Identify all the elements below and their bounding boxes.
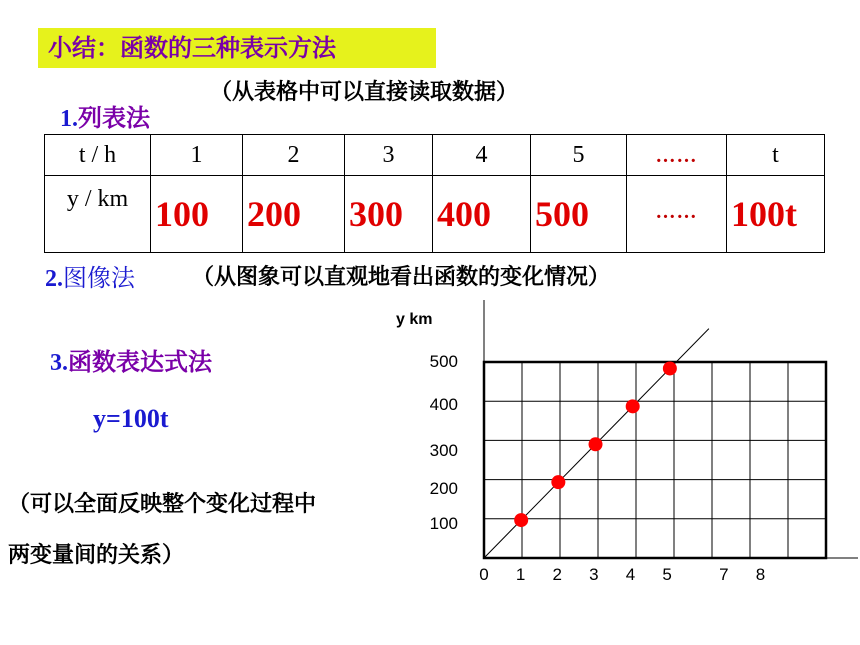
grid-frame	[484, 362, 826, 558]
y-tick-label: 300	[429, 441, 458, 460]
x-tick-labels	[479, 565, 765, 584]
method1-name: 列表法	[78, 103, 150, 132]
formula: y=100t	[93, 404, 169, 433]
x-tick-label: 4	[625, 565, 636, 584]
table-cell-label: t / h	[45, 135, 151, 176]
table-cell: 100	[151, 176, 243, 253]
x-tick-label: 2	[552, 565, 562, 584]
table-cell: t	[727, 135, 825, 176]
method3-name: 函数表达式法	[68, 347, 212, 376]
formula-note-line2: 两变量间的关系）	[8, 542, 185, 568]
x-tick-label: 7	[719, 565, 729, 584]
table-cell: 1	[151, 135, 243, 176]
y-axis-label: y km	[396, 311, 433, 328]
graph-method-note: （从图象可以直观地看出函数的变化情况）	[192, 264, 611, 290]
y-tick-label: 100	[429, 514, 458, 533]
graph-grid	[484, 362, 826, 558]
method2-name: 图像法	[63, 264, 135, 292]
y-tick-labels	[430, 352, 458, 533]
table-cell: 300	[345, 176, 433, 253]
table-cell: 5	[531, 135, 627, 176]
method3-number: 3.	[50, 350, 68, 376]
x-tick-label: 8	[755, 565, 766, 584]
y-tick-label: 200	[429, 479, 458, 498]
data-point	[626, 399, 640, 413]
x-tick-label: 0	[479, 565, 489, 584]
x-tick-label: 1	[515, 565, 526, 584]
data-point	[514, 513, 528, 527]
table-cell-label: y / km	[45, 176, 151, 253]
method3-heading	[50, 342, 212, 377]
summary-title: 小结：函数的三种表示方法	[38, 28, 436, 68]
data-point	[589, 437, 603, 451]
x-tick-label: 3	[589, 565, 599, 584]
table-row-time	[45, 135, 825, 176]
y-tick-label: 400	[429, 395, 458, 414]
method1-number: 1.	[60, 106, 78, 132]
table-cell: 3	[345, 135, 433, 176]
method1-heading	[60, 98, 150, 133]
method2-heading	[45, 258, 135, 293]
table-cell: 100t	[727, 176, 825, 253]
table-cell: 500	[531, 176, 627, 253]
table-cell-ellipsis: ……	[627, 135, 727, 176]
data-point	[663, 361, 677, 375]
table-cell-ellipsis: ……	[627, 176, 727, 253]
function-graph	[396, 290, 860, 600]
x-tick-label: 5	[662, 565, 672, 584]
formula-note-line1: （可以全面反映整个变化过程中	[8, 491, 317, 517]
table-cell: 2	[243, 135, 345, 176]
data-point	[551, 475, 565, 489]
value-table	[44, 134, 825, 253]
table-cell: 4	[433, 135, 531, 176]
table-cell: 400	[433, 176, 531, 253]
table-row-distance	[45, 176, 825, 253]
table-method-note: （从表格中可以直接读取数据）	[210, 79, 519, 105]
method2-number: 2.	[45, 266, 63, 292]
y-tick-label: 500	[429, 352, 458, 371]
table-cell: 200	[243, 176, 345, 253]
